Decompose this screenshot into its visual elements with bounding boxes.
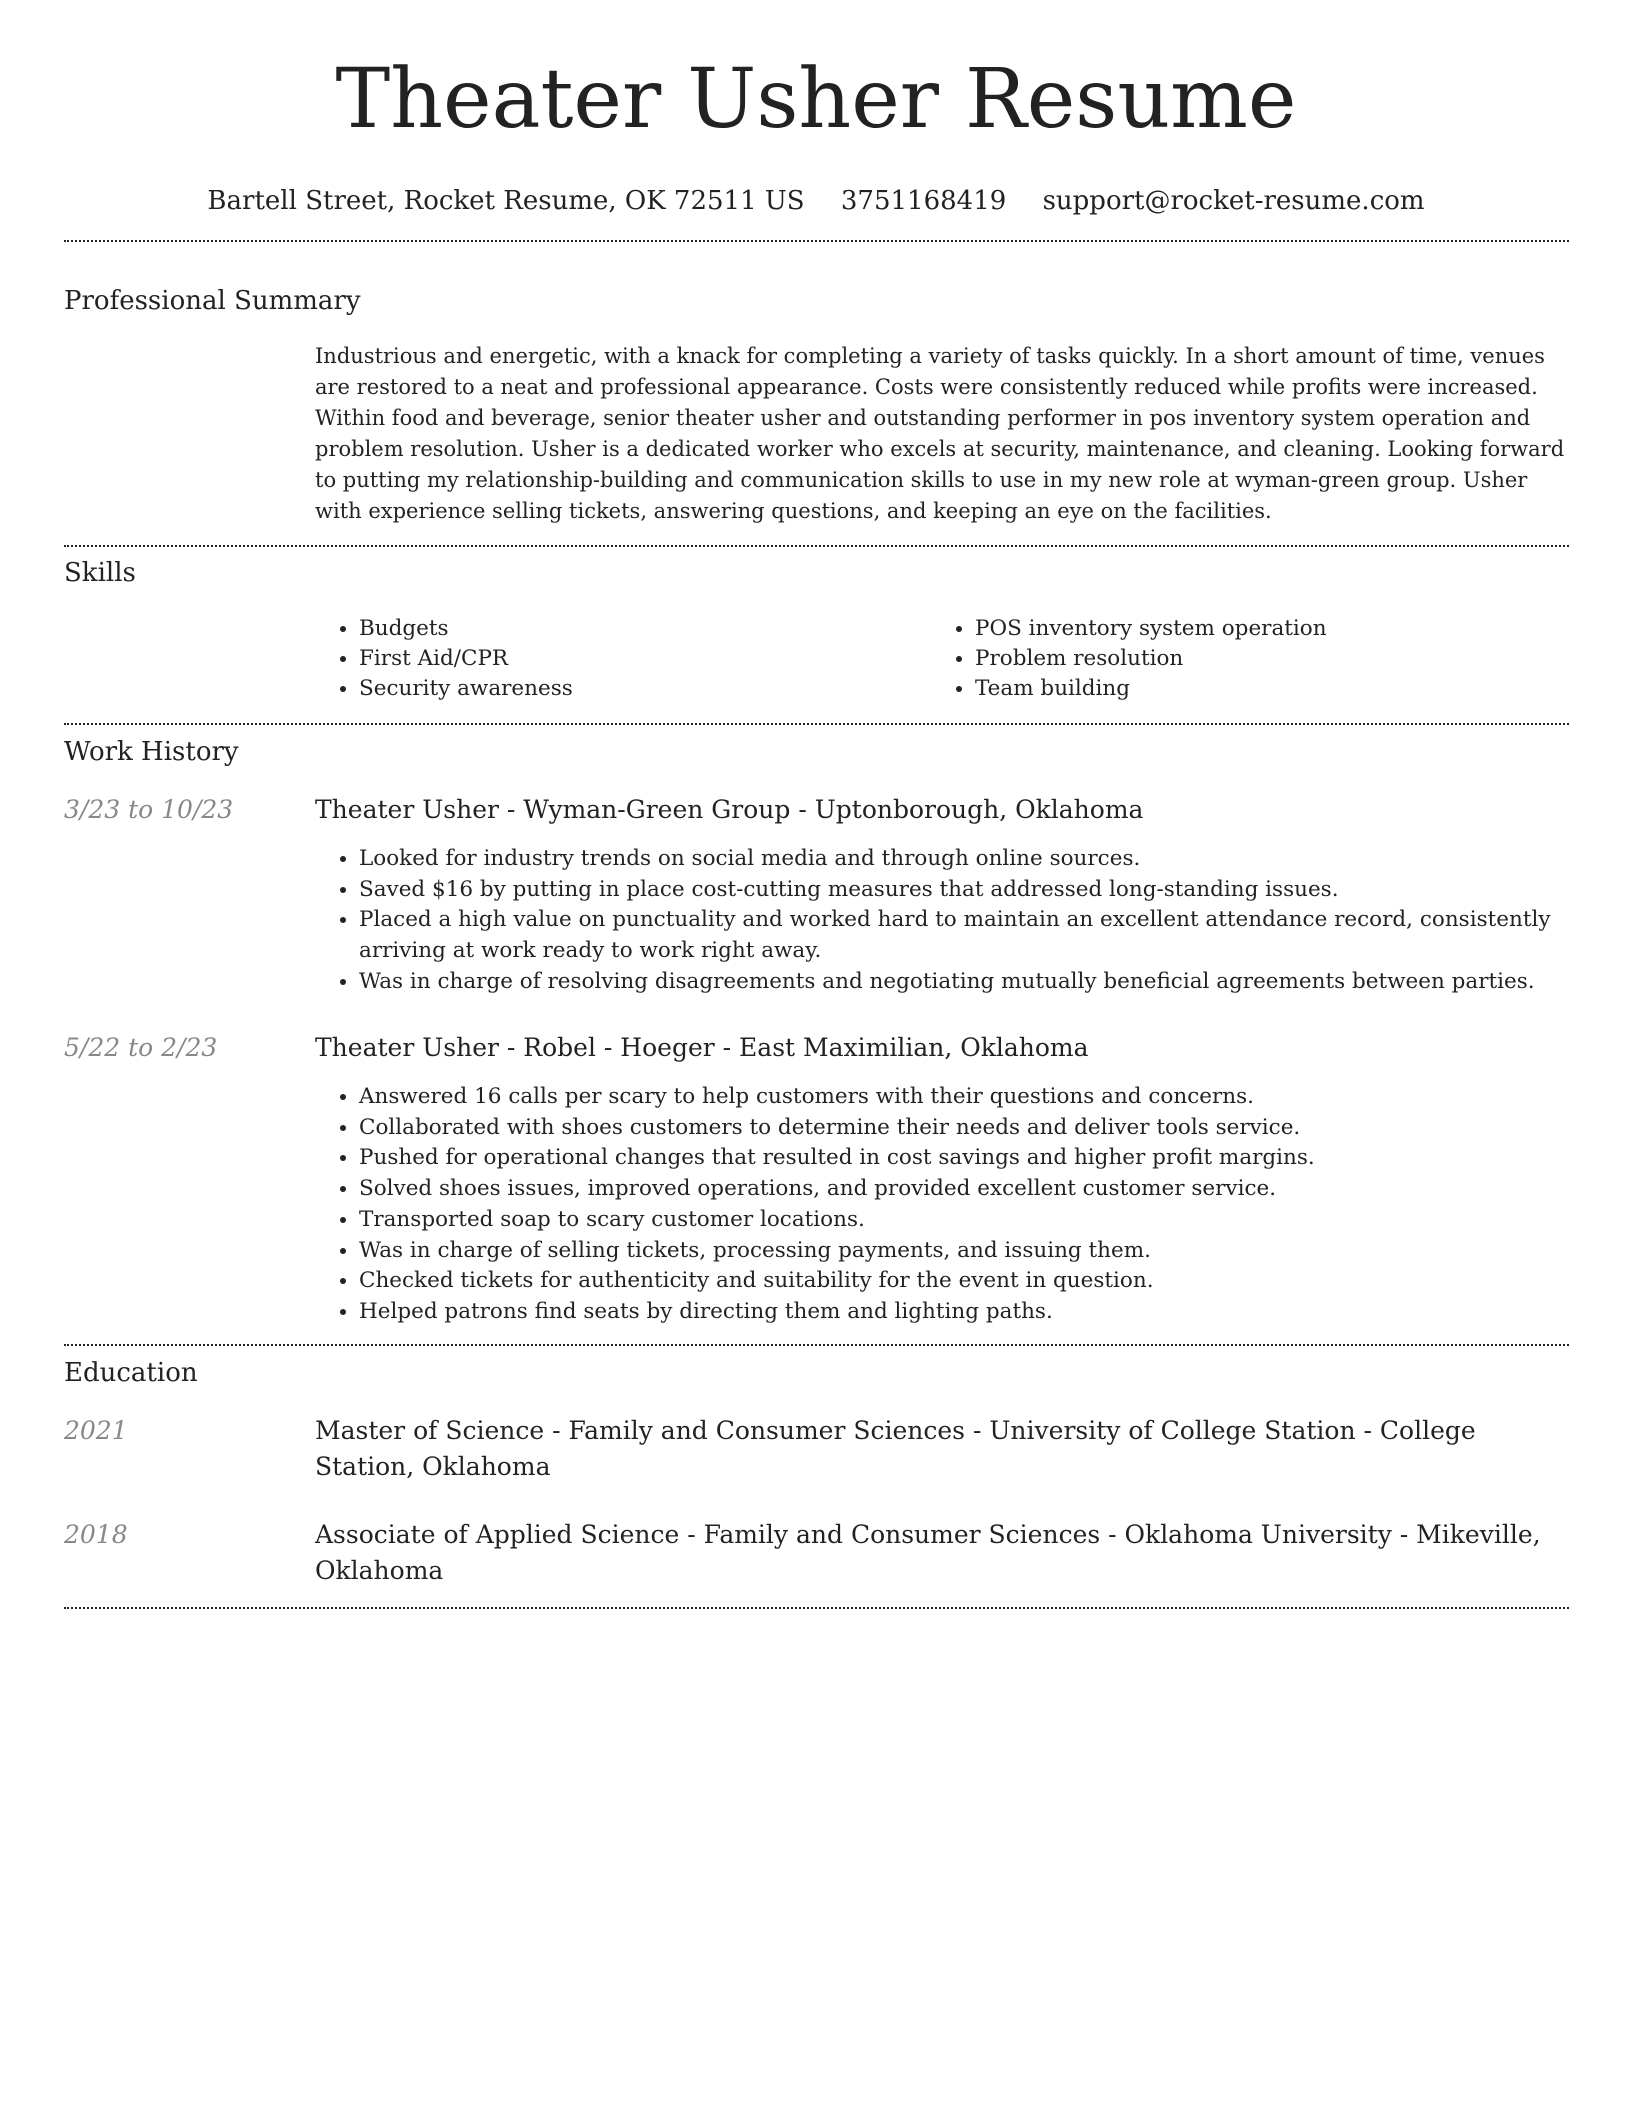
job-dates: 5/22 to 2/23	[64, 1033, 218, 1062]
job-bullet: • Checked tickets for authenticity and suitability for the event in question.	[359, 1266, 1589, 1297]
section-title-summary: Professional Summary	[64, 286, 361, 316]
education-entry	[315, 1413, 1569, 1485]
divider	[64, 1344, 1569, 1346]
job-bullet: • Was in charge of resolving disagreements and negotiating mutually beneficial agreements between parties.	[359, 967, 1589, 998]
skill-item: • First Aid/CPR	[359, 644, 919, 674]
job-title: Theater Usher - Wyman-Green Group - Uptonborough, Oklahoma	[315, 795, 1144, 824]
job-bullet: • Solved shoes issues, improved operations, and provided excellent customer service.	[359, 1174, 1589, 1205]
job-bullet: • Saved $16 by putting in place cost-cutting measures that addressed long-standing issues.	[359, 875, 1589, 906]
section-title-skills: Skills	[64, 558, 136, 588]
job-bullet: • Answered 16 calls per scary to help customers with their questions and concerns.	[359, 1082, 1589, 1113]
education-year: 2021	[64, 1416, 128, 1445]
job-bullet: • Collaborated with shoes customers to determine their needs and deliver tools service.	[359, 1113, 1589, 1144]
divider	[64, 1607, 1569, 1609]
job-title: Theater Usher - Robel - Hoeger - East Maximilian, Oklahoma	[315, 1033, 1089, 1062]
summary-text: Industrious and energetic, with a knack for completing a variety of tasks quickly. In a short amount of time, venues are restored to a neat and professional appearance. Costs were consistently reduced while profits were increased. Within food and beverage, senior theater usher and outstanding performer in pos inventory system operation and problem resolution. Usher is a dedicated worker who excels at security, maintenance, and cleaning. Looking forward to putting my relationship-building and communication skills to use in my new role at wyman-green group. Usher with experience selling tickets, answering questions, and keeping an eye on the facilities.	[315, 344, 1565, 523]
contact-line	[0, 186, 1632, 216]
skill-item: • Budgets	[359, 614, 919, 644]
contact-email: support@rocket-resume.com	[1042, 186, 1425, 216]
resume-header	[0, 0, 1632, 216]
skills-list-right	[931, 614, 1575, 704]
skill-item: • Team building	[975, 674, 1575, 704]
job-bullet: • Looked for industry trends on social media and through online sources.	[359, 844, 1589, 875]
job-bullet: • Helped patrons find seats by directing them and lighting paths.	[359, 1297, 1589, 1328]
education-degree: Associate of Applied Science	[315, 1520, 680, 1549]
education-details: - Family and Consumer Sciences - Oklahoma University - Mikeville, Oklahoma	[315, 1520, 1541, 1585]
divider	[64, 240, 1569, 242]
education-degree: Master of Science	[315, 1416, 545, 1445]
section-title-work: Work History	[64, 737, 239, 767]
skill-item: • POS inventory system operation	[975, 614, 1575, 644]
skills-list-left	[315, 614, 919, 704]
contact-phone: 3751168419	[840, 186, 1007, 216]
job-bullet: • Transported soap to scary customer locations.	[359, 1205, 1589, 1236]
skill-item: • Problem resolution	[975, 644, 1575, 674]
skill-item: • Security awareness	[359, 674, 919, 704]
job-dates: 3/23 to 10/23	[64, 795, 234, 824]
job-bullets	[315, 1082, 1589, 1328]
section-title-education: Education	[64, 1358, 198, 1388]
job-bullets	[315, 844, 1589, 998]
education-details: - Family and Consumer Sciences - University of College Station - College Station, Oklahoma	[315, 1416, 1476, 1481]
resume-title: Theater Usher Resume	[335, 52, 1297, 147]
job-bullet: • Was in charge of selling tickets, processing payments, and issuing them.	[359, 1236, 1589, 1267]
job-bullet: • Pushed for operational changes that resulted in cost savings and higher profit margins.	[359, 1143, 1589, 1174]
job-bullet: • Placed a high value on punctuality and worked hard to maintain an excellent attendance record, consistently arriving at work ready to work right away.	[359, 905, 1589, 966]
contact-address: Bartell Street, Rocket Resume, OK 72511 US	[207, 186, 805, 216]
divider	[64, 545, 1569, 547]
education-entry	[315, 1517, 1569, 1589]
education-year: 2018	[64, 1520, 128, 1549]
divider	[64, 723, 1569, 725]
